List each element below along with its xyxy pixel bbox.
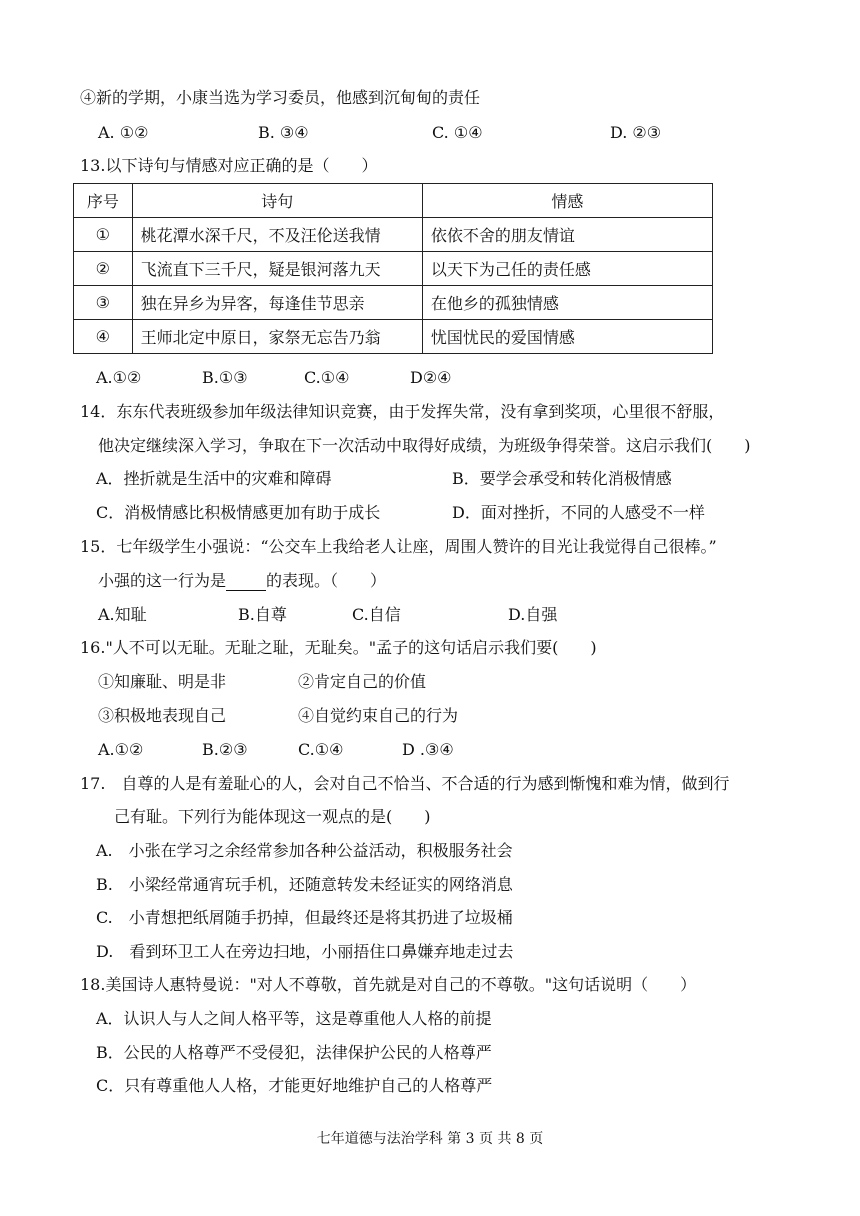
q15-option-c: C.自信: [352, 605, 401, 624]
q12-option-a: A. ①②: [98, 123, 149, 142]
q12-stem-line: ④新的学期，小康当选为学习委员，他感到沉甸甸的责任: [80, 88, 481, 107]
q15-option-a: A.知耻: [98, 605, 147, 624]
q15-option-d: D.自强: [508, 605, 558, 624]
q17-option-c: C. 小青想把纸屑随手扔掉，但最终还是将其扔进了垃圾桶: [96, 908, 513, 927]
q16-item-1: ①知廉耻、明是非: [98, 672, 227, 691]
row-emotion: 以天下为己任的责任感: [422, 252, 712, 286]
row-emotion: 依依不舍的朋友情谊: [422, 218, 712, 252]
q15-stem-line1: 15．七年级学生小强说：“公交车上我给老人让座，周围人赞许的目光让我觉得自己很棒。”: [80, 537, 717, 556]
q18-stem: 18.美国诗人惠特曼说："对人不尊敬，首先就是对自己的不尊敬。"这句话说明（ ）: [80, 975, 697, 994]
q16-item-4: ④自觉约束自己的行为: [298, 706, 459, 725]
q14-option-d: D．面对挫折，不同的人感受不一样: [452, 503, 705, 522]
row-poem: 桃花潭水深千尺，不及汪伦送我情: [132, 218, 422, 252]
row-poem: 王师北定中原日，家祭无忘告乃翁: [132, 320, 422, 354]
answer-blank: [226, 574, 266, 591]
q16-option-d: D .③④: [402, 740, 454, 759]
header-index: 序号: [74, 184, 133, 218]
q18-option-c: C．只有尊重他人人格，才能更好地维护自己的人格尊严: [96, 1076, 493, 1095]
q13-option-c: C.①④: [304, 368, 350, 387]
row-emotion: 忧国忧民的爱国情感: [422, 320, 712, 354]
row-poem: 独在异乡为异客，每逢佳节思亲: [132, 286, 422, 320]
row-index: ④: [74, 320, 133, 354]
q14-option-a: A．挫折就是生活中的灾难和障碍: [96, 469, 332, 488]
header-poem: 诗句: [132, 184, 422, 218]
q16-item-3: ③积极地表现自己: [98, 706, 227, 725]
q17-option-a: A. 小张在学习之余经常参加各种公益活动，积极服务社会: [96, 841, 513, 860]
q14-option-b: B．要学会承受和转化消极情感: [452, 469, 672, 488]
table-row: [74, 286, 713, 320]
q12-option-c: C. ①④: [432, 123, 483, 142]
q17-stem-line1: 17. 自尊的人是有羞耻心的人，会对自己不恰当、不合适的行为感到惭愧和难为情，做到行: [80, 774, 730, 793]
q15-stem-post: 的表现。（ ）: [266, 571, 387, 590]
q17-option-d: D. 看到环卫工人在旁边扫地，小丽捂住口鼻嫌弃地走过去: [96, 942, 514, 961]
q16-option-b: B.②③: [202, 740, 248, 759]
q14-stem-line2: 他决定继续深入学习，争取在下一次活动中取得好成绩，为班级争得荣誉。这启示我们( ): [98, 436, 751, 455]
row-index: ②: [74, 252, 133, 286]
poem-emotion-table: [73, 183, 713, 354]
q17-option-b: B. 小梁经常通宵玩手机，还随意转发未经证实的网络消息: [96, 875, 513, 894]
q18-option-b: B．公民的人格尊严不受侵犯，法律保护公民的人格尊严: [96, 1043, 492, 1062]
q13-stem: 13.以下诗句与情感对应正确的是（ ）: [80, 156, 378, 175]
q17-stem-line2: 己有耻。下列行为能体现这一观点的是( ): [114, 807, 431, 826]
page-footer: 七年道德与法治学科 第 3 页 共 8 页: [316, 1131, 544, 1147]
q13-option-b: B.①③: [202, 368, 248, 387]
q18-option-a: A．认识人与人之间人格平等，这是尊重他人人格的前提: [96, 1009, 492, 1028]
row-poem: 飞流直下三千尺，疑是银河落九天: [132, 252, 422, 286]
q12-option-d: D. ②③: [610, 123, 662, 142]
q16-stem: 16."人不可以无耻。无耻之耻，无耻矣。"孟子的这句话启示我们要( ): [80, 638, 597, 657]
table-header-row: [74, 184, 713, 218]
row-index: ①: [74, 218, 133, 252]
q12-option-b: B. ③④: [258, 123, 309, 142]
table-row: [74, 252, 713, 286]
q13-option-a: A.①②: [96, 368, 142, 387]
q16-option-c: C.①④: [298, 740, 344, 759]
q15-option-b: B.自尊: [238, 605, 287, 624]
q16-item-2: ②肯定自己的价值: [298, 672, 427, 691]
q13-option-d: D②④: [410, 368, 452, 387]
row-emotion: 在他乡的孤独情感: [422, 286, 712, 320]
header-emotion: 情感: [422, 184, 712, 218]
q16-option-a: A.①②: [98, 740, 144, 759]
table-row: [74, 218, 713, 252]
q14-stem-line1: 14．东东代表班级参加年级法律知识竞赛，由于发挥失常，没有拿到奖项，心里很不舒服，: [80, 402, 725, 421]
q15-stem-pre: 小强的这一行为是: [98, 571, 227, 590]
table-row: [74, 320, 713, 354]
q14-option-c: C．消极情感比积极情感更加有助于成长: [96, 503, 381, 522]
row-index: ③: [74, 286, 133, 320]
q15-stem-line2: [98, 571, 386, 591]
